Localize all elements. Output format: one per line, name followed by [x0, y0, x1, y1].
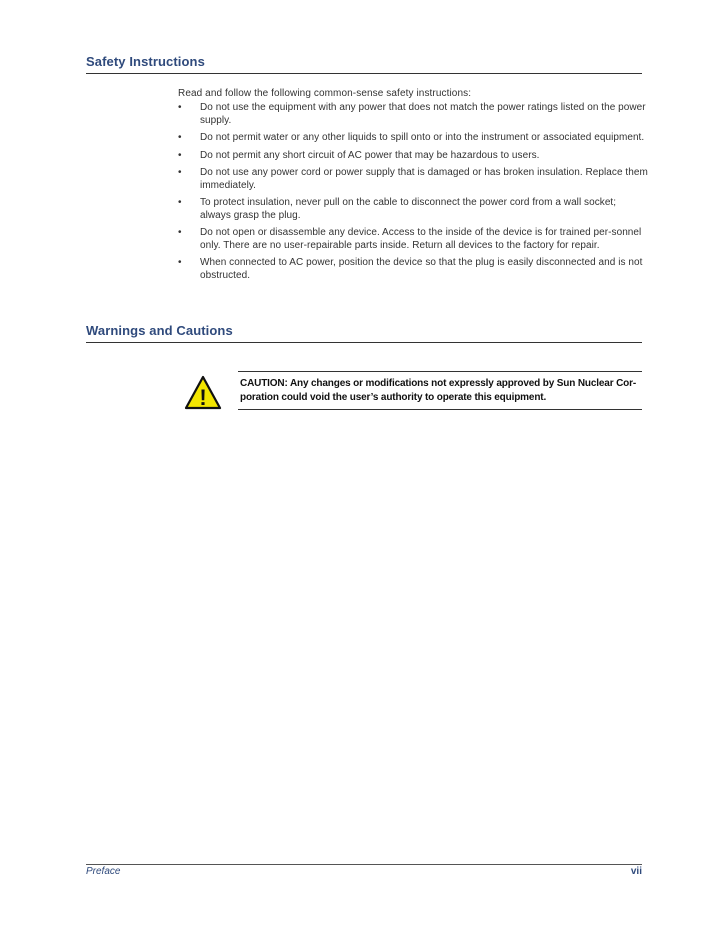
bullet-icon: • — [178, 167, 182, 178]
warning-triangle-icon — [184, 375, 222, 410]
caution-text: CAUTION: Any changes or modifications not expressly approved by Sun Nuclear Cor-poration could void the user’s authority to operate this equipment. — [240, 378, 637, 403]
list-item-text: Do not permit any short circuit of AC power that may be hazardous to users. — [200, 149, 540, 161]
list-item-text: To protect insulation, never pull on the cable to disconnect the power cord from a wall socket; always grasp the plug. — [200, 197, 617, 221]
list-item — [178, 197, 648, 222]
bullet-icon: • — [178, 149, 182, 161]
list-item — [178, 167, 648, 192]
footer-divider — [86, 864, 642, 865]
list-item-text: Do not open or disassemble any device. Access to the inside of the device is for trained per-sonnel only. There are no user-repairable parts inside. Return all devices to the factory for repair. — [200, 227, 642, 251]
list-item — [178, 132, 648, 145]
warnings-cautions-heading: Warnings and Cautions — [86, 323, 642, 343]
footer-page-number: vii — [630, 866, 642, 877]
bullet-icon: • — [178, 197, 182, 208]
bullet-icon: • — [178, 227, 182, 238]
list-item-text: Do not use any power cord or power supply that is damaged or has broken insulation. Replace them immediately. — [200, 167, 648, 191]
list-item — [178, 102, 648, 127]
bullet-icon: • — [178, 132, 182, 143]
list-item — [178, 150, 648, 163]
footer-section-name: Preface — [86, 866, 121, 877]
list-item — [178, 227, 648, 252]
caution-box — [238, 371, 642, 410]
safety-instructions-heading: Safety Instructions — [86, 54, 642, 74]
safety-intro-text: Read and follow the following common-sense safety instructions: — [178, 88, 472, 99]
list-item-text: Do not use the equipment with any power that does not match the power ratings listed on the power supply. — [200, 102, 646, 126]
warning-exclamation-glyph: ! — [199, 385, 207, 410]
list-item — [178, 257, 648, 282]
bullet-icon: • — [178, 102, 182, 113]
bullet-icon: • — [178, 257, 182, 268]
list-item-text: Do not permit water or any other liquids to spill onto or into the instrument or associated equipment. — [200, 132, 645, 143]
safety-bullet-list — [178, 102, 648, 287]
list-item-text: When connected to AC power, position the device so that the plug is easily disconnected and is not obstructed. — [200, 257, 643, 281]
